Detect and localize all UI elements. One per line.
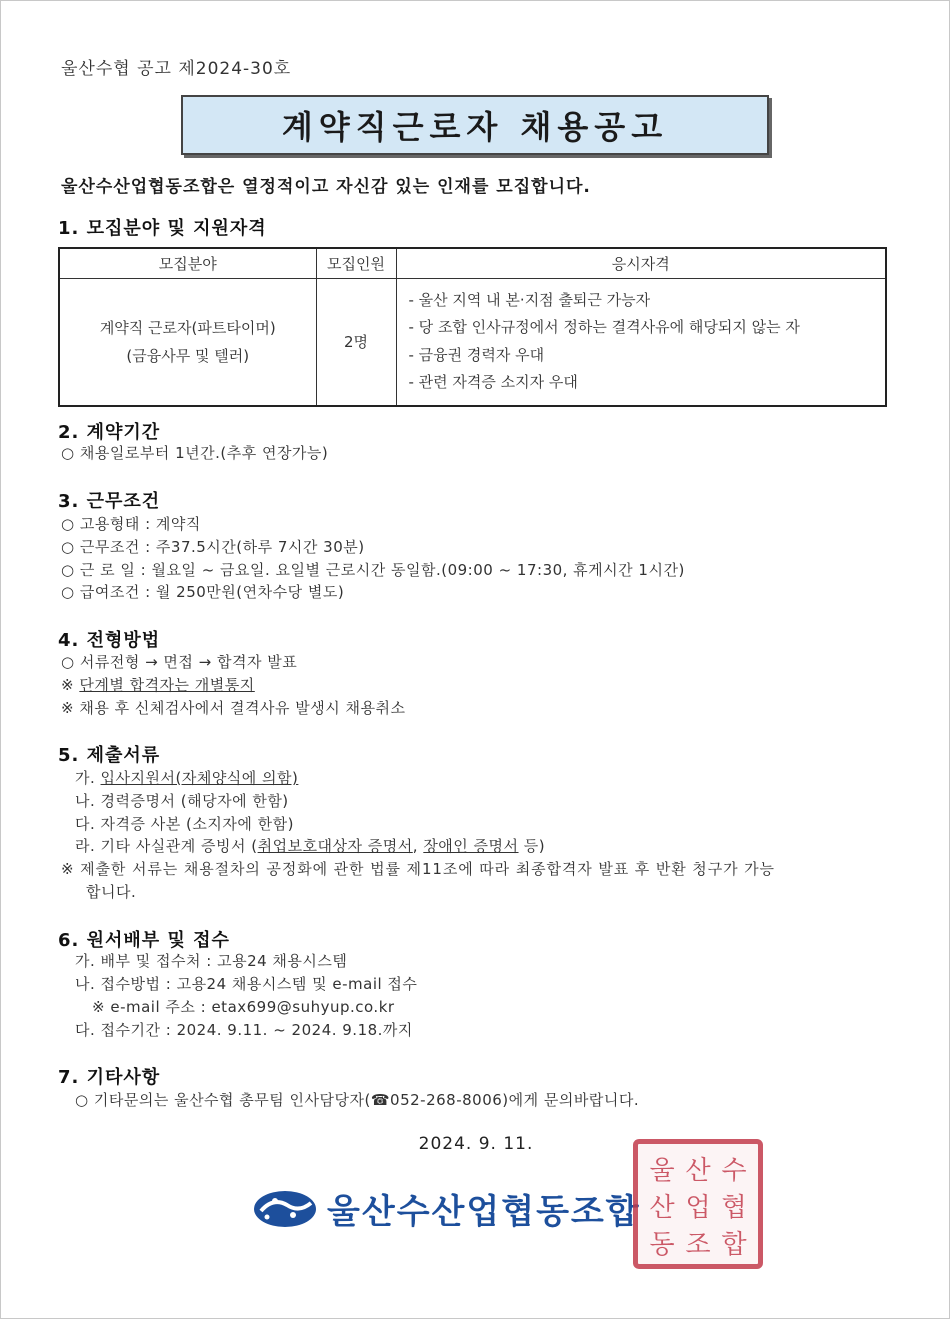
list-item: ○ 기타문의는 울산수협 총무팀 인사담당자(☎052-268-8006)에게 문의바랍니다. [75,1091,640,1109]
seal-char: 산 [685,1156,711,1186]
item-suffix: 등) [518,837,546,855]
underlined-text: 입사지원서(자체양식에 의함) [100,769,299,787]
section7-heading: 7. 기타사항 [58,1067,161,1088]
count-cell: 2명 [316,278,396,406]
underlined-text: 장애인 증명서 [423,837,519,855]
note-line: 합니다. [86,883,137,901]
qualification-cell [396,278,886,406]
list-item: 나. 경력증명서 (해당자에 한함) [75,792,289,810]
seal-char: 업 [685,1193,711,1223]
list-item: 가. 배부 및 접수처 : 고용24 채용시스템 [75,952,348,970]
table-header: 모집인원 [316,248,396,278]
section3-heading: 3. 근무조건 [58,491,161,512]
field-cell [59,278,316,406]
list-item: ※ 채용 후 신체검사에서 결격사유 발생시 채용취소 [61,699,406,717]
section1-heading: 1. 모집분야 및 지원자격 [58,218,267,239]
note-prefix: ※ [61,676,80,694]
table-header: 모집분야 [59,248,316,278]
recruit-table [58,247,887,407]
qualification-item: - 관련 자격증 소지자 우대 [408,373,578,392]
seal-char: 조 [685,1230,711,1260]
item-prefix: 라. 기타 사실관계 증빙서 ( [75,837,258,855]
seal-char: 동 [649,1230,675,1260]
organization-logo [253,1184,641,1233]
item-prefix: 가. [75,769,101,787]
underlined-text: 단계별 합격자는 개별통지 [79,676,255,694]
list-item: 나. 접수방법 : 고용24 채용시스템 및 e-mail 접수 [75,975,418,993]
list-item [61,674,255,695]
table-header: 응시자격 [396,248,886,278]
seal-char: 울 [649,1156,675,1186]
table-row [59,278,886,406]
item-separator: , [412,837,424,855]
list-item: ○ 서류전형 → 면접 → 합격자 발표 [61,653,298,671]
section2-heading: 2. 계약기간 [58,422,161,443]
list-item: ○ 급여조건 : 월 250만원(연차수당 별도) [61,583,345,601]
list-item: 다. 자격증 사본 (소지자에 한함) [75,815,294,833]
suhyup-logo-icon [253,1189,317,1229]
official-seal [633,1139,763,1269]
qualification-item: - 당 조합 인사규정에서 정하는 결격사유에 해당되지 않는 자 [408,318,800,337]
list-item [75,835,545,856]
field-line: (금융사무 및 텔러) [126,346,250,365]
notice-date: 2024. 9. 11. [418,1134,534,1154]
qualification-item: - 울산 지역 내 본·지점 출퇴근 가능자 [408,290,651,309]
table-header-row [59,248,886,278]
section4-heading: 4. 전형방법 [58,630,161,651]
field-line: 계약직 근로자(파트타이머) [99,318,276,337]
page-title: 계약직근로자 채용공고 [281,108,669,146]
notice-number: 울산수협 공고 제2024-30호 [61,59,292,79]
list-item: ○ 채용일로부터 1년간.(추후 연장가능) [61,444,329,462]
seal-char: 산 [649,1193,675,1223]
list-item: ○ 고용형태 : 계약직 [61,515,201,533]
note-line: ※ 제출한 서류는 채용절차의 공정화에 관한 법률 제11조에 따라 최종합격자 발표 후 반환 청구가 가능 [61,860,775,878]
seal-char: 수 [721,1156,747,1186]
section6-heading: 6. 원서배부 및 접수 [58,930,230,951]
list-item: ○ 근무조건 : 주37.5시간(하루 7시간 30분) [61,538,365,556]
qualification-item: - 금융권 경력자 우대 [408,345,545,364]
seal-char: 합 [721,1230,747,1260]
intro-text: 울산수산업협동조합은 열정적이고 자신감 있는 인재를 모집합니다. [61,177,591,197]
seal-char: 협 [721,1193,747,1223]
list-item: 다. 접수기간 : 2024. 9.11. ~ 2024. 9.18.까지 [75,1021,413,1039]
underlined-text: 취업보호대상자 증명서 [257,837,413,855]
title-box [181,95,769,155]
organization-name: 울산수산업협동조합 [327,1192,641,1232]
email-line: ※ e-mail 주소 : etax699@suhyup.co.kr [92,998,395,1016]
list-item [75,767,298,788]
list-item: ○ 근 로 일 : 월요일 ~ 금요일. 요일별 근로시간 동일함.(09:00 ~ 17:30, 휴게시간 1시간) [61,561,685,579]
section5-heading: 5. 제출서류 [58,745,161,766]
